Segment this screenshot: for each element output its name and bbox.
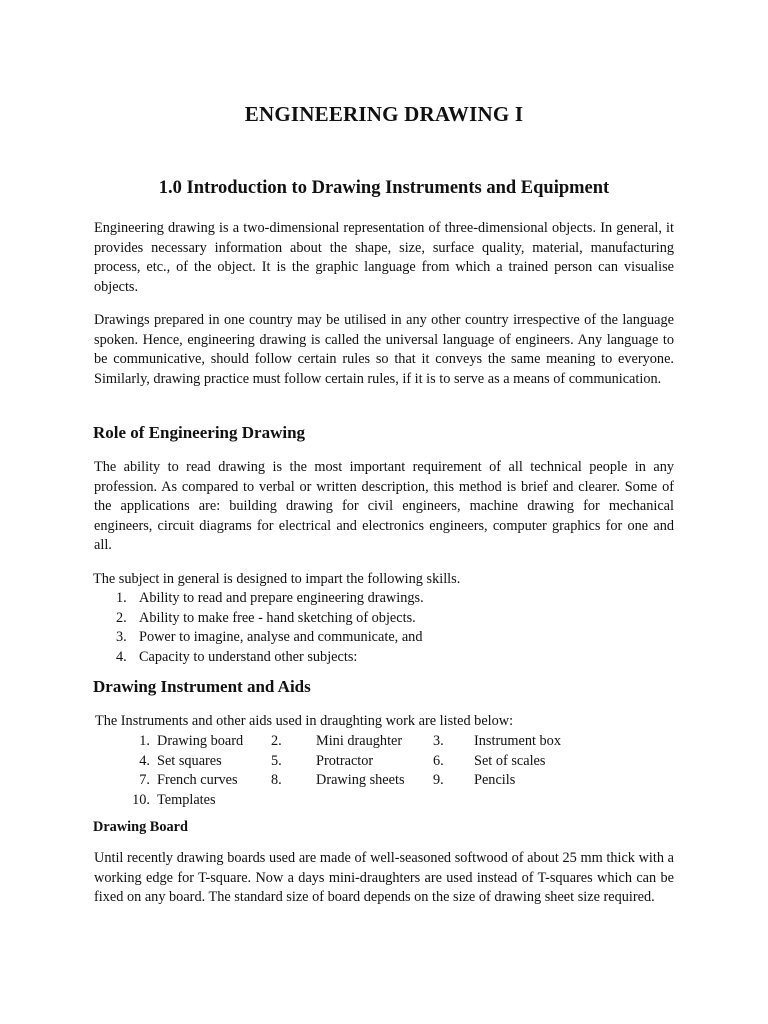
- instruments-list: [94, 732, 654, 810]
- instruments-row: [94, 732, 654, 752]
- list-item: [94, 589, 424, 609]
- item-number: 4.: [139, 752, 150, 769]
- item-number: 9.: [433, 772, 444, 788]
- intro-paragraph-2: Drawings prepared in one country may be utilised in any other country irrespective of the language spoken. Hence, engineering drawing is called the universal language of engineers. Any language to be communicative, should follow certain rules so that it conveys the same meaning to everyone. Similarly, drawing practice must follow certain rules, if it is to serve as a means of communication.: [94, 312, 674, 387]
- item-text: Set squares: [157, 752, 222, 769]
- instruments-row: [94, 771, 654, 791]
- drawing-board-heading: Drawing Board: [93, 819, 188, 835]
- list-item: [94, 628, 424, 648]
- list-item-text: Capacity to understand other subjects:: [139, 648, 358, 665]
- skills-list: [94, 589, 424, 667]
- item-text: Pencils: [474, 772, 516, 788]
- item-number: 3.: [433, 733, 444, 749]
- item-number: 8.: [271, 772, 282, 788]
- list-item-number: 4.: [116, 648, 127, 665]
- item-number: 10.: [132, 791, 150, 808]
- list-item-text: Ability to read and prepare engineering drawings.: [139, 590, 424, 606]
- section-title: 1.0 Introduction to Drawing Instruments and Equipment: [158, 178, 610, 198]
- item-text: Drawing sheets: [316, 772, 405, 788]
- list-item-number: 1.: [116, 590, 127, 606]
- item-text: Mini draughter: [316, 733, 403, 749]
- item-text: French curves: [157, 772, 238, 788]
- list-item-number: 3.: [116, 629, 127, 645]
- list-item-number: 2.: [116, 609, 127, 626]
- skills-intro: The subject in general is designed to impart the following skills.: [93, 571, 461, 587]
- item-number: 5.: [271, 752, 282, 769]
- item-number: 6.: [433, 752, 444, 769]
- instruments-row: [94, 791, 654, 811]
- list-item: [94, 648, 424, 668]
- item-number: 7.: [139, 772, 150, 788]
- item-number: 2.: [271, 733, 282, 749]
- list-item-text: Power to imagine, analyse and communicate, and: [139, 629, 423, 645]
- item-number: 1.: [139, 733, 150, 749]
- item-text: Instrument box: [474, 733, 561, 749]
- item-text: Drawing board: [157, 733, 244, 749]
- drawing-board-paragraph: Until recently drawing boards used are made of well-seasoned softwood of about 25 mm thick with a working edge for T-square. Now a days mini-draughters are used instead of T-squares which can be fixed on any board. The standard size of board depends on the size of drawing sheet size required.: [94, 850, 674, 905]
- document-title: ENGINEERING DRAWING I: [244, 102, 524, 126]
- role-paragraph: The ability to read drawing is the most important requirement of all technical people in any profession. As compared to verbal or written description, this method is brief and clearer. Some of the applications are: building drawing for civil engineers, machine drawing for mechanical engineers, circuit diagrams for electrical and electronics engineers, computer graphics for one and all.: [94, 459, 674, 553]
- item-text: Set of scales: [474, 752, 546, 769]
- item-text: Protractor: [316, 752, 374, 769]
- item-text: Templates: [157, 791, 216, 808]
- role-heading: Role of Engineering Drawing: [93, 423, 306, 442]
- instruments-row: [94, 752, 654, 772]
- intro-paragraph-1: Engineering drawing is a two-dimensional representation of three-dimensional objects. In general, it provides necessary information about the shape, size, surface quality, material, manufacturing process, etc., of the object. It is the graphic language from which a trained person can visualise objects.: [94, 220, 674, 295]
- instruments-heading: Drawing Instrument and Aids: [93, 677, 311, 696]
- list-item-text: Ability to make free - hand sketching of objects.: [139, 609, 416, 626]
- instruments-intro: The Instruments and other aids used in draughting work are listed below:: [95, 713, 514, 729]
- list-item: [94, 609, 424, 629]
